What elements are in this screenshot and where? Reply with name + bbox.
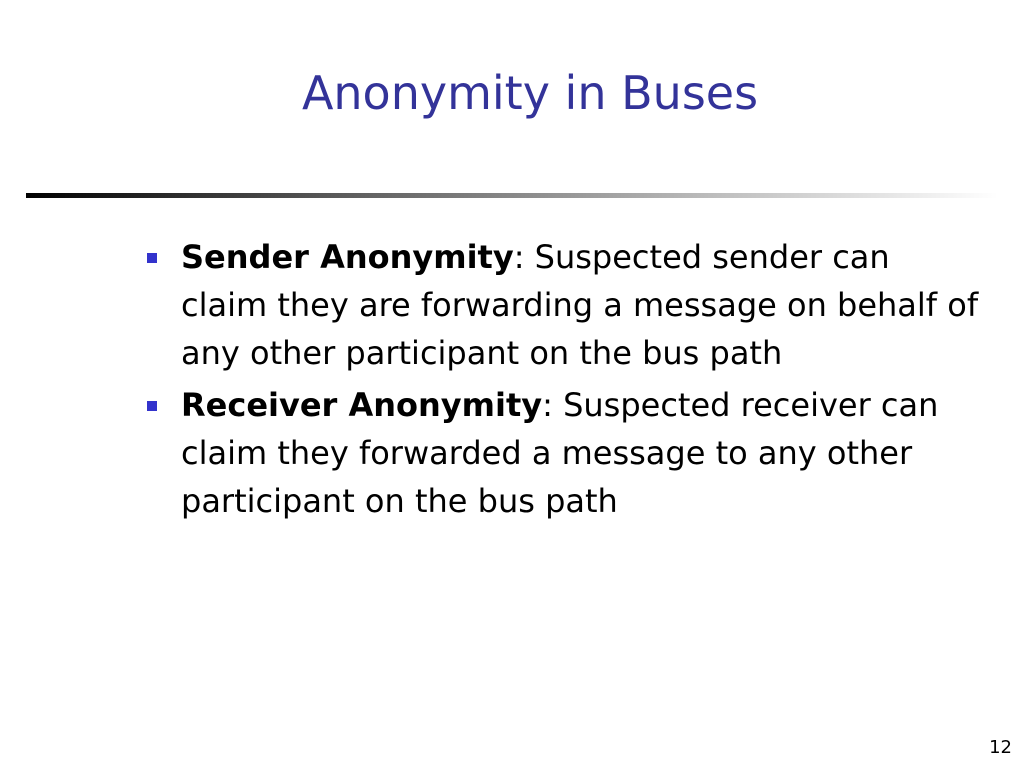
bullet-term: Receiver Anonymity — [181, 386, 543, 424]
bullet-text: Suspected sender can claim they are forwarding a message on behalf of any other participant on the bus path — [181, 238, 979, 372]
square-bullet-icon — [147, 401, 157, 411]
bullet-separator: : — [542, 386, 553, 424]
slide-number: 12 — [989, 737, 1012, 758]
bullet-term: Sender Anonymity — [181, 238, 514, 276]
bullet-separator: : — [513, 238, 525, 276]
square-bullet-icon — [147, 253, 157, 263]
bullet-item-receiver-anonymity — [145, 381, 985, 525]
bullet-text: Suspected receiver can claim they forwarded a message to any other participant on the bus path — [181, 386, 939, 520]
title-divider — [26, 193, 998, 198]
slide-title: Anonymity in Buses — [301, 66, 759, 120]
bullet-list — [145, 233, 985, 529]
bullet-item-sender-anonymity — [145, 233, 985, 377]
